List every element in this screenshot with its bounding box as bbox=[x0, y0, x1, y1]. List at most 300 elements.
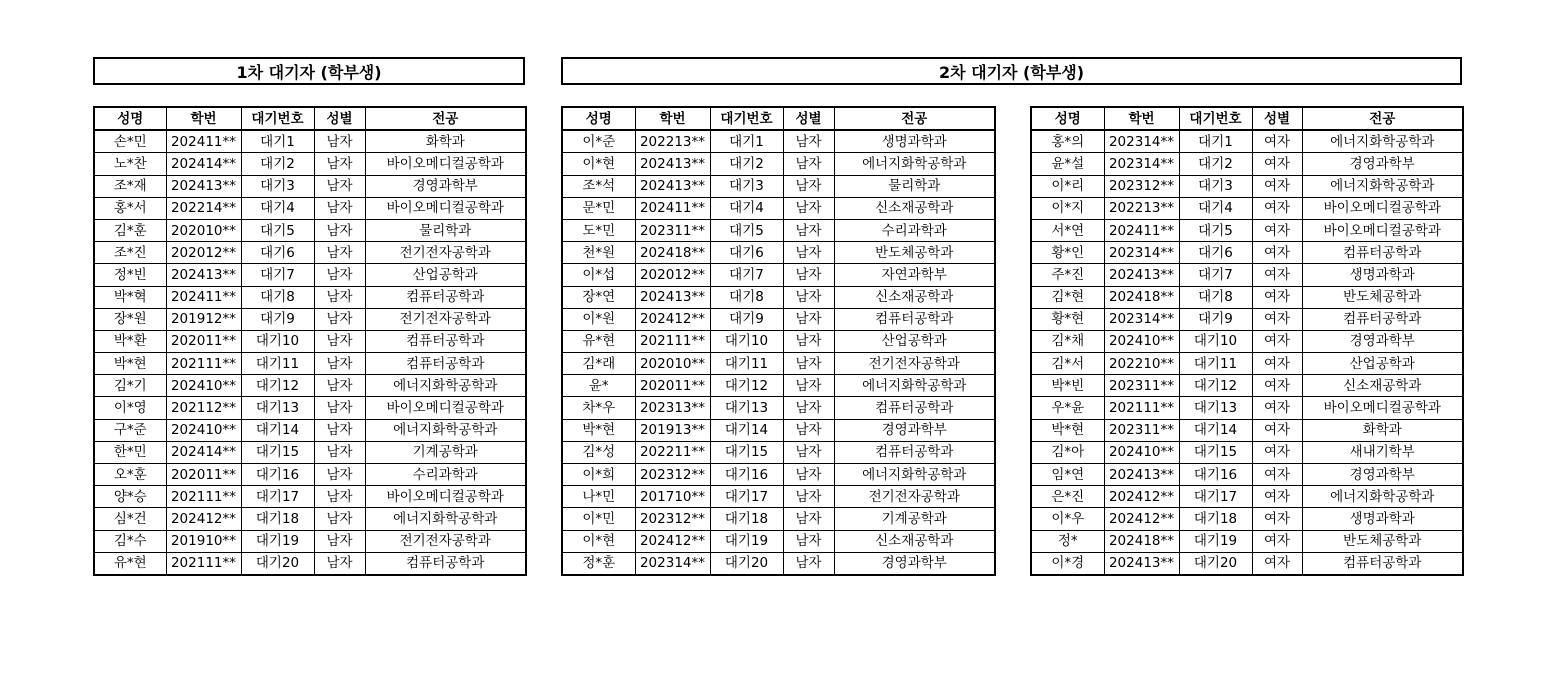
table-row bbox=[94, 130, 526, 153]
cell-gender: 남자 bbox=[314, 153, 365, 175]
cell-wait-number: 대기7 bbox=[241, 264, 314, 286]
cell-name: 김*채 bbox=[1031, 330, 1104, 352]
table-row bbox=[1031, 375, 1463, 397]
cell-gender: 여자 bbox=[1252, 175, 1302, 197]
cell-gender: 남자 bbox=[314, 286, 365, 308]
cell-wait-number: 대기11 bbox=[710, 353, 783, 375]
cell-student-id: 202411** bbox=[166, 286, 241, 308]
table-row bbox=[94, 419, 526, 441]
cell-name: 노*찬 bbox=[94, 153, 166, 175]
cell-wait-number: 대기10 bbox=[241, 330, 314, 352]
cell-major: 수리과학과 bbox=[365, 464, 526, 486]
cell-wait-number: 대기1 bbox=[1179, 130, 1252, 153]
cell-major: 생명과학과 bbox=[834, 130, 995, 153]
cell-gender: 남자 bbox=[314, 530, 365, 552]
cell-major: 신소재공학과 bbox=[834, 197, 995, 219]
cell-wait-number: 대기4 bbox=[710, 197, 783, 219]
cell-major: 경영과학부 bbox=[1302, 153, 1463, 175]
cell-name: 이*지 bbox=[1031, 197, 1104, 219]
cell-gender: 남자 bbox=[314, 397, 365, 419]
cell-major: 반도체공학과 bbox=[834, 242, 995, 264]
table-row bbox=[1031, 441, 1463, 463]
table-row bbox=[94, 153, 526, 175]
cell-wait-number: 대기5 bbox=[241, 219, 314, 241]
cell-wait-number: 대기8 bbox=[1179, 286, 1252, 308]
cell-student-id: 202213** bbox=[635, 130, 710, 153]
cell-major: 전기전자공학과 bbox=[365, 242, 526, 264]
cell-gender: 남자 bbox=[783, 242, 834, 264]
cell-student-id: 202414** bbox=[166, 441, 241, 463]
cell-major: 컴퓨터공학과 bbox=[834, 308, 995, 330]
header-row bbox=[94, 107, 526, 130]
cell-gender: 여자 bbox=[1252, 441, 1302, 463]
cell-name: 우*윤 bbox=[1031, 397, 1104, 419]
cell-student-id: 202413** bbox=[635, 153, 710, 175]
cell-gender: 여자 bbox=[1252, 286, 1302, 308]
table-row bbox=[1031, 286, 1463, 308]
cell-name: 도*민 bbox=[562, 219, 635, 241]
cell-wait-number: 대기9 bbox=[241, 308, 314, 330]
table-row bbox=[562, 242, 995, 264]
cell-name: 홍*의 bbox=[1031, 130, 1104, 153]
cell-name: 심*건 bbox=[94, 508, 166, 530]
cell-student-id: 202411** bbox=[635, 197, 710, 219]
table-row bbox=[94, 441, 526, 463]
table-row bbox=[562, 219, 995, 241]
cell-major: 생명과학과 bbox=[1302, 264, 1463, 286]
cell-wait-number: 대기14 bbox=[710, 419, 783, 441]
cell-major: 반도체공학과 bbox=[1302, 530, 1463, 552]
cell-name: 이*영 bbox=[94, 397, 166, 419]
cell-wait-number: 대기18 bbox=[1179, 508, 1252, 530]
cell-wait-number: 대기3 bbox=[710, 175, 783, 197]
cell-student-id: 202211** bbox=[635, 441, 710, 463]
table-row bbox=[94, 530, 526, 552]
cell-name: 문*민 bbox=[562, 197, 635, 219]
cell-student-id: 202410** bbox=[166, 375, 241, 397]
cell-name: 윤*설 bbox=[1031, 153, 1104, 175]
cell-name: 은*진 bbox=[1031, 486, 1104, 508]
cell-major: 컴퓨터공학과 bbox=[1302, 242, 1463, 264]
table-row bbox=[1031, 397, 1463, 419]
cell-wait-number: 대기10 bbox=[710, 330, 783, 352]
cell-wait-number: 대기7 bbox=[710, 264, 783, 286]
cell-name: 정* bbox=[1031, 530, 1104, 552]
cell-student-id: 202412** bbox=[1104, 508, 1179, 530]
cell-name: 천*원 bbox=[562, 242, 635, 264]
table-row bbox=[562, 286, 995, 308]
cell-student-id: 202111** bbox=[635, 330, 710, 352]
table-row bbox=[562, 441, 995, 463]
cell-gender: 여자 bbox=[1252, 552, 1302, 575]
cell-major: 기계공학과 bbox=[834, 508, 995, 530]
round2-waitlist-title: 2차 대기자 (학부생) bbox=[561, 57, 1462, 85]
table-row bbox=[94, 375, 526, 397]
cell-major: 에너지화학공학과 bbox=[1302, 486, 1463, 508]
cell-wait-number: 대기20 bbox=[710, 552, 783, 575]
cell-wait-number: 대기15 bbox=[710, 441, 783, 463]
header-student-id: 학번 bbox=[166, 107, 241, 130]
round1-waitlist-table bbox=[93, 106, 527, 576]
table-row bbox=[94, 197, 526, 219]
cell-name: 김*성 bbox=[562, 441, 635, 463]
cell-gender: 남자 bbox=[783, 130, 834, 153]
cell-gender: 남자 bbox=[783, 197, 834, 219]
cell-name: 박*현 bbox=[94, 353, 166, 375]
cell-name: 장*연 bbox=[562, 286, 635, 308]
cell-major: 전기전자공학과 bbox=[834, 486, 995, 508]
cell-gender: 여자 bbox=[1252, 153, 1302, 175]
table-row bbox=[94, 175, 526, 197]
cell-student-id: 202410** bbox=[1104, 330, 1179, 352]
cell-name: 이*현 bbox=[562, 530, 635, 552]
cell-name: 김*아 bbox=[1031, 441, 1104, 463]
cell-wait-number: 대기2 bbox=[710, 153, 783, 175]
cell-student-id: 202314** bbox=[1104, 308, 1179, 330]
cell-student-id: 202412** bbox=[1104, 486, 1179, 508]
cell-wait-number: 대기20 bbox=[1179, 552, 1252, 575]
table-row bbox=[562, 153, 995, 175]
header-major: 전공 bbox=[834, 107, 995, 130]
cell-student-id: 202418** bbox=[635, 242, 710, 264]
table-row bbox=[1031, 153, 1463, 175]
cell-wait-number: 대기4 bbox=[1179, 197, 1252, 219]
header-gender: 성별 bbox=[314, 107, 365, 130]
cell-gender: 남자 bbox=[783, 441, 834, 463]
cell-major: 컴퓨터공학과 bbox=[1302, 552, 1463, 575]
cell-major: 화학과 bbox=[1302, 419, 1463, 441]
round1-waitlist-title: 1차 대기자 (학부생) bbox=[93, 57, 525, 85]
cell-student-id: 202011** bbox=[635, 375, 710, 397]
cell-gender: 남자 bbox=[783, 264, 834, 286]
cell-major: 바이오메디컬공학과 bbox=[1302, 397, 1463, 419]
table-row bbox=[1031, 264, 1463, 286]
round2-waitlist-table-male bbox=[561, 106, 996, 576]
cell-major: 새내기학부 bbox=[1302, 441, 1463, 463]
cell-student-id: 202313** bbox=[635, 397, 710, 419]
cell-student-id: 202012** bbox=[166, 242, 241, 264]
table-row bbox=[1031, 130, 1463, 153]
cell-student-id: 202412** bbox=[166, 508, 241, 530]
cell-student-id: 202214** bbox=[166, 197, 241, 219]
table-row bbox=[94, 464, 526, 486]
header-major: 전공 bbox=[1302, 107, 1463, 130]
cell-gender: 여자 bbox=[1252, 219, 1302, 241]
cell-gender: 여자 bbox=[1252, 308, 1302, 330]
cell-gender: 남자 bbox=[783, 219, 834, 241]
cell-major: 경영과학부 bbox=[1302, 330, 1463, 352]
table-row bbox=[1031, 219, 1463, 241]
cell-gender: 여자 bbox=[1252, 508, 1302, 530]
cell-major: 컴퓨터공학과 bbox=[365, 286, 526, 308]
table-row bbox=[562, 419, 995, 441]
cell-student-id: 202411** bbox=[1104, 219, 1179, 241]
cell-wait-number: 대기8 bbox=[241, 286, 314, 308]
cell-student-id: 202413** bbox=[166, 175, 241, 197]
cell-major: 바이오메디컬공학과 bbox=[1302, 219, 1463, 241]
cell-student-id: 202314** bbox=[1104, 130, 1179, 153]
cell-name: 양*승 bbox=[94, 486, 166, 508]
cell-wait-number: 대기2 bbox=[241, 153, 314, 175]
cell-gender: 남자 bbox=[783, 486, 834, 508]
table-row bbox=[94, 353, 526, 375]
table-row bbox=[562, 508, 995, 530]
cell-major: 전기전자공학과 bbox=[365, 530, 526, 552]
cell-major: 컴퓨터공학과 bbox=[834, 397, 995, 419]
table-row bbox=[562, 397, 995, 419]
cell-wait-number: 대기6 bbox=[710, 242, 783, 264]
table-row bbox=[562, 552, 995, 575]
cell-gender: 여자 bbox=[1252, 130, 1302, 153]
table-row bbox=[1031, 530, 1463, 552]
cell-major: 반도체공학과 bbox=[1302, 286, 1463, 308]
header-wait-number: 대기번호 bbox=[241, 107, 314, 130]
cell-student-id: 202312** bbox=[1104, 175, 1179, 197]
cell-gender: 남자 bbox=[783, 375, 834, 397]
table-row bbox=[562, 464, 995, 486]
table-row bbox=[562, 308, 995, 330]
cell-major: 산업공학과 bbox=[1302, 353, 1463, 375]
cell-name: 이*희 bbox=[562, 464, 635, 486]
cell-wait-number: 대기10 bbox=[1179, 330, 1252, 352]
cell-major: 에너지화학공학과 bbox=[365, 419, 526, 441]
header-wait-number: 대기번호 bbox=[710, 107, 783, 130]
cell-gender: 남자 bbox=[314, 219, 365, 241]
table-row bbox=[1031, 508, 1463, 530]
cell-major: 경영과학부 bbox=[834, 419, 995, 441]
cell-name: 황*인 bbox=[1031, 242, 1104, 264]
cell-gender: 남자 bbox=[783, 308, 834, 330]
cell-major: 에너지화학공학과 bbox=[1302, 130, 1463, 153]
cell-major: 바이오메디컬공학과 bbox=[1302, 197, 1463, 219]
cell-major: 산업공학과 bbox=[365, 264, 526, 286]
cell-gender: 남자 bbox=[783, 419, 834, 441]
cell-name: 김*현 bbox=[1031, 286, 1104, 308]
cell-gender: 남자 bbox=[314, 130, 365, 153]
cell-major: 신소재공학과 bbox=[1302, 375, 1463, 397]
cell-major: 신소재공학과 bbox=[834, 286, 995, 308]
cell-student-id: 202418** bbox=[1104, 286, 1179, 308]
cell-major: 경영과학부 bbox=[1302, 464, 1463, 486]
cell-gender: 여자 bbox=[1252, 242, 1302, 264]
cell-name: 김*기 bbox=[94, 375, 166, 397]
cell-gender: 남자 bbox=[783, 330, 834, 352]
table-row bbox=[1031, 308, 1463, 330]
table-row bbox=[562, 197, 995, 219]
cell-wait-number: 대기9 bbox=[1179, 308, 1252, 330]
cell-gender: 여자 bbox=[1252, 419, 1302, 441]
cell-name: 박*환 bbox=[94, 330, 166, 352]
cell-gender: 남자 bbox=[314, 242, 365, 264]
cell-name: 유*현 bbox=[94, 552, 166, 575]
cell-wait-number: 대기14 bbox=[1179, 419, 1252, 441]
cell-name: 이*민 bbox=[562, 508, 635, 530]
cell-major: 경영과학부 bbox=[834, 552, 995, 575]
cell-name: 황*현 bbox=[1031, 308, 1104, 330]
cell-student-id: 202413** bbox=[1104, 552, 1179, 575]
cell-name: 조*석 bbox=[562, 175, 635, 197]
cell-wait-number: 대기6 bbox=[241, 242, 314, 264]
cell-gender: 남자 bbox=[783, 530, 834, 552]
cell-wait-number: 대기17 bbox=[241, 486, 314, 508]
table-row bbox=[562, 353, 995, 375]
cell-name: 조*재 bbox=[94, 175, 166, 197]
cell-major: 물리학과 bbox=[834, 175, 995, 197]
cell-gender: 남자 bbox=[783, 552, 834, 575]
cell-major: 전기전자공학과 bbox=[365, 308, 526, 330]
cell-wait-number: 대기1 bbox=[710, 130, 783, 153]
table-row bbox=[94, 330, 526, 352]
cell-gender: 남자 bbox=[314, 508, 365, 530]
cell-student-id: 202012** bbox=[635, 264, 710, 286]
cell-wait-number: 대기17 bbox=[1179, 486, 1252, 508]
cell-student-id: 202314** bbox=[635, 552, 710, 575]
cell-major: 경영과학부 bbox=[365, 175, 526, 197]
cell-wait-number: 대기1 bbox=[241, 130, 314, 153]
cell-name: 김*래 bbox=[562, 353, 635, 375]
cell-name: 윤* bbox=[562, 375, 635, 397]
header-name: 성명 bbox=[94, 107, 166, 130]
table-row bbox=[94, 397, 526, 419]
cell-major: 컴퓨터공학과 bbox=[365, 353, 526, 375]
cell-gender: 여자 bbox=[1252, 264, 1302, 286]
cell-wait-number: 대기11 bbox=[1179, 353, 1252, 375]
cell-name: 오*훈 bbox=[94, 464, 166, 486]
cell-name: 박*혁 bbox=[94, 286, 166, 308]
cell-name: 유*현 bbox=[562, 330, 635, 352]
cell-major: 바이오메디컬공학과 bbox=[365, 486, 526, 508]
cell-student-id: 202213** bbox=[1104, 197, 1179, 219]
cell-major: 에너지화학공학과 bbox=[365, 375, 526, 397]
cell-name: 구*준 bbox=[94, 419, 166, 441]
cell-student-id: 202111** bbox=[166, 353, 241, 375]
cell-gender: 여자 bbox=[1252, 530, 1302, 552]
cell-student-id: 202314** bbox=[1104, 242, 1179, 264]
cell-student-id: 202010** bbox=[635, 353, 710, 375]
table-row bbox=[1031, 330, 1463, 352]
cell-name: 박*현 bbox=[1031, 419, 1104, 441]
cell-major: 물리학과 bbox=[365, 219, 526, 241]
cell-name: 이*준 bbox=[562, 130, 635, 153]
cell-major: 컴퓨터공학과 bbox=[834, 441, 995, 463]
cell-student-id: 202111** bbox=[1104, 397, 1179, 419]
cell-gender: 남자 bbox=[314, 353, 365, 375]
cell-gender: 남자 bbox=[314, 308, 365, 330]
cell-name: 이*섭 bbox=[562, 264, 635, 286]
cell-wait-number: 대기8 bbox=[710, 286, 783, 308]
cell-name: 이*우 bbox=[1031, 508, 1104, 530]
cell-gender: 남자 bbox=[314, 441, 365, 463]
cell-student-id: 202413** bbox=[1104, 464, 1179, 486]
cell-gender: 남자 bbox=[783, 464, 834, 486]
cell-name: 한*민 bbox=[94, 441, 166, 463]
table-row bbox=[562, 530, 995, 552]
cell-name: 정*훈 bbox=[562, 552, 635, 575]
cell-wait-number: 대기18 bbox=[710, 508, 783, 530]
cell-wait-number: 대기16 bbox=[1179, 464, 1252, 486]
table-row bbox=[1031, 464, 1463, 486]
table-row bbox=[94, 552, 526, 575]
cell-wait-number: 대기5 bbox=[1179, 219, 1252, 241]
cell-name: 이*현 bbox=[562, 153, 635, 175]
cell-wait-number: 대기20 bbox=[241, 552, 314, 575]
cell-major: 컴퓨터공학과 bbox=[365, 552, 526, 575]
cell-major: 에너지화학공학과 bbox=[834, 375, 995, 397]
cell-major: 컴퓨터공학과 bbox=[1302, 308, 1463, 330]
cell-gender: 남자 bbox=[314, 552, 365, 575]
header-student-id: 학번 bbox=[635, 107, 710, 130]
table-row bbox=[562, 375, 995, 397]
cell-major: 수리과학과 bbox=[834, 219, 995, 241]
cell-gender: 남자 bbox=[783, 153, 834, 175]
cell-student-id: 202312** bbox=[635, 508, 710, 530]
cell-wait-number: 대기13 bbox=[241, 397, 314, 419]
cell-wait-number: 대기16 bbox=[710, 464, 783, 486]
table-row bbox=[1031, 552, 1463, 575]
cell-student-id: 202413** bbox=[635, 175, 710, 197]
cell-wait-number: 대기16 bbox=[241, 464, 314, 486]
header-gender: 성별 bbox=[1252, 107, 1302, 130]
header-name: 성명 bbox=[1031, 107, 1104, 130]
cell-wait-number: 대기12 bbox=[710, 375, 783, 397]
cell-student-id: 202112** bbox=[166, 397, 241, 419]
cell-major: 바이오메디컬공학과 bbox=[365, 197, 526, 219]
cell-wait-number: 대기12 bbox=[1179, 375, 1252, 397]
header-name: 성명 bbox=[562, 107, 635, 130]
cell-student-id: 202210** bbox=[1104, 353, 1179, 375]
cell-name: 박*현 bbox=[562, 419, 635, 441]
cell-student-id: 202011** bbox=[166, 464, 241, 486]
table-row bbox=[1031, 242, 1463, 264]
table-row bbox=[562, 130, 995, 153]
cell-gender: 여자 bbox=[1252, 375, 1302, 397]
cell-wait-number: 대기13 bbox=[1179, 397, 1252, 419]
cell-name: 손*민 bbox=[94, 130, 166, 153]
cell-student-id: 202411** bbox=[166, 130, 241, 153]
cell-student-id: 201710** bbox=[635, 486, 710, 508]
cell-student-id: 202311** bbox=[635, 219, 710, 241]
cell-name: 김*훈 bbox=[94, 219, 166, 241]
cell-gender: 여자 bbox=[1252, 486, 1302, 508]
cell-gender: 남자 bbox=[314, 486, 365, 508]
table-row bbox=[94, 242, 526, 264]
table-row bbox=[94, 308, 526, 330]
cell-student-id: 202418** bbox=[1104, 530, 1179, 552]
cell-wait-number: 대기6 bbox=[1179, 242, 1252, 264]
header-row bbox=[1031, 107, 1463, 130]
cell-wait-number: 대기11 bbox=[241, 353, 314, 375]
cell-student-id: 201910** bbox=[166, 530, 241, 552]
cell-name: 이*원 bbox=[562, 308, 635, 330]
cell-student-id: 202410** bbox=[166, 419, 241, 441]
cell-major: 에너지화학공학과 bbox=[1302, 175, 1463, 197]
table-row bbox=[562, 264, 995, 286]
cell-major: 화학과 bbox=[365, 130, 526, 153]
header-major: 전공 bbox=[365, 107, 526, 130]
cell-student-id: 201912** bbox=[166, 308, 241, 330]
cell-major: 에너지화학공학과 bbox=[834, 153, 995, 175]
cell-wait-number: 대기7 bbox=[1179, 264, 1252, 286]
cell-gender: 남자 bbox=[314, 264, 365, 286]
cell-gender: 남자 bbox=[314, 375, 365, 397]
table-row bbox=[562, 486, 995, 508]
cell-wait-number: 대기4 bbox=[241, 197, 314, 219]
cell-major: 에너지화학공학과 bbox=[834, 464, 995, 486]
cell-name: 나*민 bbox=[562, 486, 635, 508]
table-row bbox=[94, 508, 526, 530]
table-row bbox=[1031, 419, 1463, 441]
cell-gender: 남자 bbox=[314, 175, 365, 197]
